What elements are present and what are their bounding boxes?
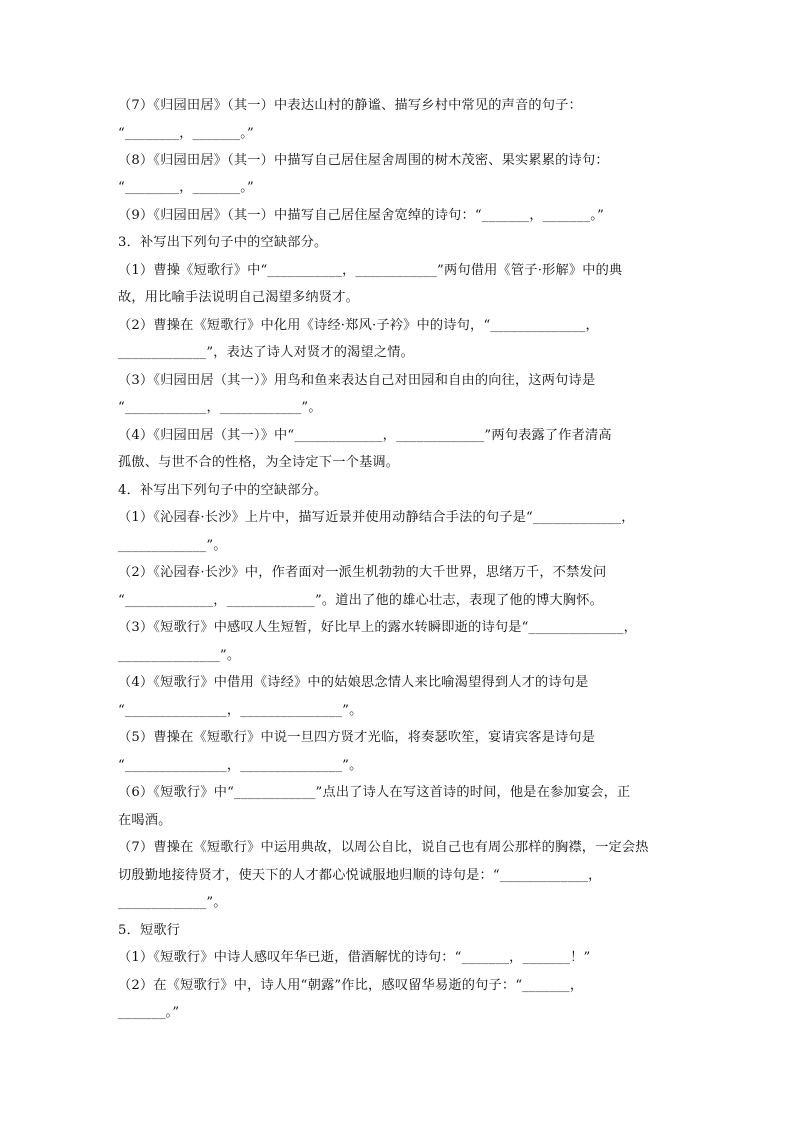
s4-q4-line-2: “_______________，_______________”。 — [118, 703, 363, 718]
s3-q3-line-1: （3）《归园田居（其一）》用鸟和鱼来表达自己对田园和自由的向往，这两句诗是 — [118, 373, 596, 388]
s4-q5-line-1: （5）曹操在《短歌行》中说一旦四方贤才光临，将奏瑟吹笙，宴请宾客是诗句是 — [118, 730, 596, 745]
section-5-heading: 5．短歌行 — [118, 923, 181, 938]
s3-q4-line-1: （4）《归园田居（其一）》中“_____________，_____________”两句表露了作者清高 — [118, 428, 612, 443]
s3-q1-line-1: （1）曹操《短歌行》中“___________，____________”两句借用《管子·形解》中的典 — [118, 263, 623, 278]
question-7-line-2: “________，_______。” — [118, 126, 254, 141]
s4-q1-line-1: （1）《沁园春·长沙》上片中，描写近景并使用动静结合手法的句子是“_____________， — [118, 510, 635, 525]
s4-q2-line-1: （2）《沁园春·长沙》中，作者面对一派生机勃勃的大千世界，思绪万千，不禁发问 — [118, 565, 607, 580]
question-9-line-1: （9）《归园田居》（其一）中描写自己居住屋舍宽绰的诗句：“_______，_______。” — [118, 208, 605, 223]
s4-q7-line-1: （7）曹操在《短歌行》中运用典故，以周公自比，说自己也有周公那样的胸襟，一定会热 — [118, 840, 649, 855]
s5-q1-line-1: （1）《短歌行》中诗人感叹年华已逝，借酒解忧的诗句：“_______，_______！” — [118, 950, 591, 965]
s4-q6-line-2: 在喝酒。 — [118, 813, 172, 828]
section-4-heading: 4．补写出下列句子中的空缺部分。 — [118, 483, 328, 498]
s4-q1-line-2: _____________”。 — [118, 538, 227, 553]
s3-q1-line-2: 故，用比喻手法说明自己渴望多纳贤才。 — [118, 290, 359, 305]
s3-q4-line-2: 孤傲、与世不合的性格，为全诗定下一个基调。 — [118, 455, 400, 470]
s3-q3-line-2: “____________，____________”。 — [118, 400, 322, 415]
s4-q4-line-1: （4）《短歌行》中借用《诗经》中的姑娘思念情人来比喻渴望得到人才的诗句是 — [118, 675, 589, 690]
s4-q7-line-2: 切殷勤地接待贤才，使天下的人才都心悦诚服地归顺的诗句是：“_____________， — [118, 868, 602, 883]
s4-q6-line-1: （6）《短歌行》中“____________”点出了诗人在写这首诗的时间，他是在参加宴会，正 — [118, 785, 631, 800]
s4-q3-line-1: （3）《短歌行》中感叹人生短暂，好比早上的露水转瞬即逝的诗句是“______________， — [118, 620, 638, 635]
question-8-line-2: “________，_______。” — [118, 180, 254, 195]
s4-q5-line-2: “_______________，_______________”。 — [118, 758, 363, 773]
s5-q2-line-1: （2）在《短歌行》中，诗人用“朝露”作比，感叹留华易逝的句子：“_______， — [118, 978, 584, 993]
section-3-heading: 3．补写出下列句子中的空缺部分。 — [118, 235, 328, 250]
question-7-line-1: （7）《归园田居》（其一）中表达山村的静谧、描写乡村中常见的声音的句子： — [118, 98, 582, 113]
s3-q2-line-2: _____________”，表达了诗人对贤才的渴望之情。 — [118, 345, 415, 360]
s4-q2-line-2: “_____________，_____________”。道出了他的雄心壮志，表现了他的博大胸怀。 — [118, 593, 604, 608]
question-8-line-1: （8）《归园田居》（其一）中描写自己居住屋舍周围的树木茂密、果实累累的诗句： — [118, 153, 609, 168]
s4-q7-line-3: _____________”。 — [118, 895, 227, 910]
s3-q2-line-1: （2）曹操在《短歌行》中化用《诗经·郑风·子衿》中的诗句，“______________， — [118, 318, 599, 333]
s4-q3-line-2: _______________”。 — [118, 648, 241, 663]
s5-q2-line-2: _______。” — [118, 1005, 180, 1020]
